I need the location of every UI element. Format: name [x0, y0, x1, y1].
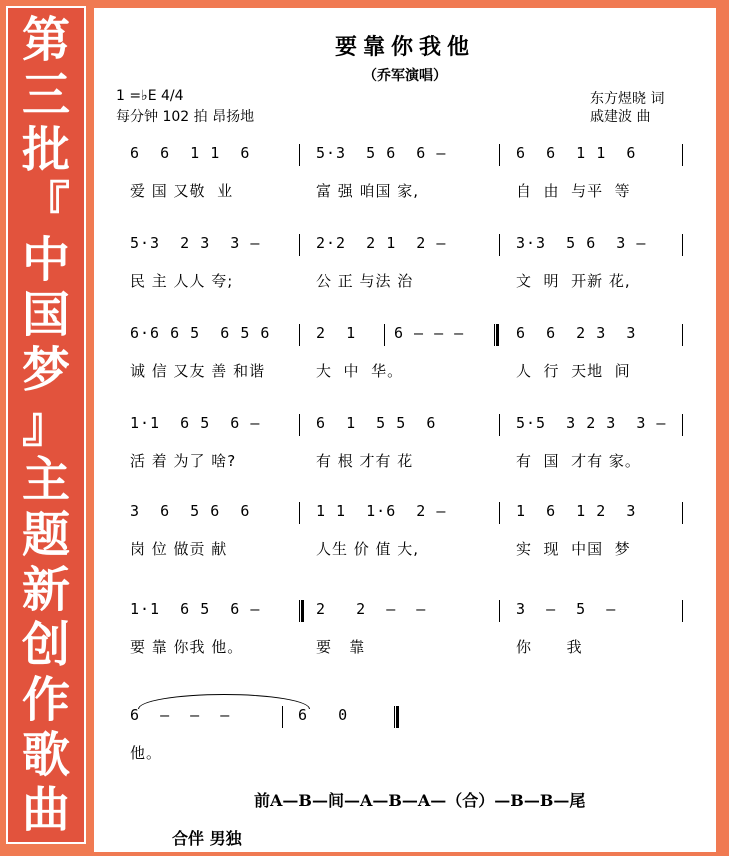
repeat-bar-line: [494, 324, 499, 346]
bar-line: [384, 324, 385, 346]
song-subtitle: （乔军演唱）: [363, 68, 447, 84]
bar-line: [499, 144, 500, 166]
notation-segment: 1 1 1·6 2 –: [316, 502, 447, 520]
lyric-segment: 爱 国 又敬 业: [130, 182, 234, 200]
bar-line: [499, 600, 500, 622]
score-row: [94, 234, 716, 324]
notation-segment: 6·6 6 5 6 5 6: [130, 324, 271, 342]
score-row: [94, 324, 716, 414]
lyric-segment: 要 靠 你我 他。: [130, 638, 244, 656]
lyric-segment: 要 靠: [316, 638, 366, 656]
notation-segment: 3 6 5 6 6: [130, 502, 251, 520]
banner-char: 创: [21, 617, 70, 673]
tempo-marking: 每分钟 102 拍 昂扬地: [116, 109, 255, 125]
lyric-segment: 他。: [130, 744, 163, 762]
repeat-bar-line: [299, 600, 304, 622]
notation-segment: 3 – 5 –: [516, 600, 617, 618]
bar-line: [682, 144, 683, 166]
banner-char: 第: [21, 12, 70, 68]
performance-note: 合伴 男独: [172, 829, 242, 848]
notation-segment: 6 6 2 3 3: [516, 324, 637, 342]
notation-segment: 5·3 5 6 6 –: [316, 144, 447, 162]
notation-segment: 6 – – –: [394, 324, 465, 342]
banner-char: 歌: [21, 727, 70, 783]
banner-char: 』: [21, 397, 70, 453]
notation-segment: 6 – – –: [130, 706, 231, 724]
lyric-segment: 文 明 开新 花,: [516, 272, 631, 290]
lyric-segment: 诚 信 又友 善 和谐: [130, 362, 266, 380]
notation-segment: 2·2 2 1 2 –: [316, 234, 447, 252]
lyric-segment: 岗 位 做贡 献: [130, 540, 228, 558]
banner-char: 曲: [21, 782, 70, 838]
notation-segment: 2 1: [316, 324, 357, 342]
bar-line: [499, 414, 500, 436]
lyric-segment: 实 现 中国 梦: [516, 540, 631, 558]
lyricist-credit: 东方煜晓 词: [590, 91, 665, 107]
banner-char: 作: [21, 672, 70, 728]
bar-line: [299, 234, 300, 256]
score-row: [94, 706, 716, 796]
lyric-segment: 你 我: [516, 638, 583, 656]
bar-line: [682, 324, 683, 346]
notation-segment: 3·3 5 6 3 –: [516, 234, 647, 252]
notation-segment: 2 2 – –: [316, 600, 427, 618]
sidebar-banner: [6, 6, 86, 844]
lyric-segment: 人生 价 值 大,: [316, 540, 420, 558]
song-structure: 前A—B—间—A—B—A—（合）—B—B—尾: [254, 791, 586, 810]
bar-line: [682, 600, 683, 622]
lyric-segment: 有 国 才有 家。: [516, 452, 641, 470]
bar-line: [299, 324, 300, 346]
bar-line: [499, 234, 500, 256]
score-row: [94, 502, 716, 592]
banner-char: 国: [21, 287, 70, 343]
notation-segment: 6 6 1 1 6: [516, 144, 637, 162]
bar-line: [499, 502, 500, 524]
notation-segment: 6 6 1 1 6: [130, 144, 251, 162]
notation-segment: 5·3 2 3 3 –: [130, 234, 261, 252]
banner-char: 三: [21, 67, 70, 123]
notation-segment: 1·1 6 5 6 –: [130, 414, 261, 432]
banner-char: 批: [21, 122, 70, 178]
composer-credit: 戚建波 曲: [590, 109, 651, 125]
score-sheet: [94, 8, 716, 852]
final-bar-line: [394, 706, 399, 728]
notation-segment: 1·1 6 5 6 –: [130, 600, 261, 618]
banner-char: 『: [21, 177, 70, 233]
banner-char: 题: [21, 507, 70, 563]
lyric-segment: 大 中 华。: [316, 362, 404, 380]
notation-segment: 6 1 5 5 6: [316, 414, 437, 432]
bar-line: [682, 234, 683, 256]
banner-char: 梦: [21, 342, 70, 398]
lyric-segment: 自 由 与平 等: [516, 182, 631, 200]
song-title: 要靠你我他: [334, 34, 475, 60]
key-signature: 1 =♭E 4/4: [116, 88, 184, 104]
banner-char: 新: [21, 562, 70, 618]
notation-segment: 1 6 1 2 3: [516, 502, 637, 520]
bar-line: [682, 414, 683, 436]
lyric-segment: 富 强 咱国 家,: [316, 182, 420, 200]
lyric-segment: 公 正 与法 治: [316, 272, 414, 290]
bar-line: [299, 414, 300, 436]
banner-char: 主: [21, 452, 70, 508]
lyric-segment: 人 行 天地 间: [516, 362, 631, 380]
lyric-segment: 有 根 才有 花: [316, 452, 414, 470]
bar-line: [299, 502, 300, 524]
score-row: [94, 414, 716, 504]
lyric-segment: 活 着 为了 啥?: [130, 452, 237, 470]
notation-segment: 6 0: [298, 706, 349, 724]
banner-char: 中: [21, 232, 70, 288]
notation-segment: 5·5 3 2 3 3 –: [516, 414, 667, 432]
score-row: [94, 144, 716, 234]
lyric-segment: 民 主 人人 夸;: [130, 272, 234, 290]
bar-line: [682, 502, 683, 524]
bar-line: [299, 144, 300, 166]
bar-line: [282, 706, 283, 728]
score-row: [94, 600, 716, 690]
